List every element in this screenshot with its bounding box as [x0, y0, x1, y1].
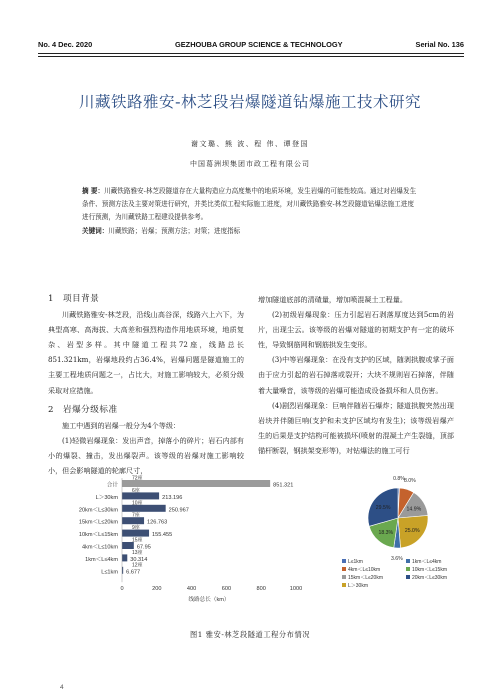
value-label: 126.763: [147, 519, 168, 526]
category-label: 合计: [106, 482, 118, 489]
category-label: L≤1km: [101, 569, 118, 576]
figure-caption: 图1 雅安-林芝段隧道工程分布情况: [189, 630, 311, 639]
count-label: 72座: [132, 475, 143, 482]
running-header: [38, 40, 464, 54]
section-2-paragraph-1: 施工中遇到的岩爆一般分为4个等级：: [62, 420, 181, 430]
section-1-heading: 1 项目背景: [48, 294, 100, 304]
x-tick-label: 200: [152, 586, 162, 593]
section-2-paragraph-2: (1)轻微岩爆现象：发出声音，掉落小的碎片；岩石内部有小的爆裂、撞击，发出爆裂声。该等级的岩爆对施工影响较小，但会影响隧道的轮廓尺寸，: [48, 435, 244, 476]
section-2-heading: 2 岩爆分级标准: [48, 404, 118, 415]
bar: [122, 554, 127, 561]
legend-label: L＞30km: [348, 583, 369, 589]
issue-label: No. 4 Dec. 2020: [38, 40, 93, 49]
x-tick-label: 1000: [289, 586, 303, 593]
count-label: 10座: [132, 500, 143, 507]
slice-label: 3.6%: [390, 555, 403, 562]
count-label: 13座: [132, 549, 143, 556]
slice-label: 8.0%: [403, 477, 416, 484]
category-label: 1km＜L≤4km: [85, 556, 118, 563]
bar: [122, 480, 270, 487]
x-tick-label: 600: [221, 586, 232, 593]
legend-swatch: [406, 567, 410, 571]
right-paragraph-3: (3)中等岩爆现象：在没有支护的区域，随剥拱腹或掌子面由于应力引起的岩石掉落或裂开；大块不规则岩石掉落，伴随着大量噪音，该等级的岩爆可能造成设备损坏和人员伤害。: [258, 355, 454, 395]
legend-swatch: [342, 559, 346, 563]
header-rule: [38, 53, 464, 54]
legend-label: 4km＜L≤10km: [348, 567, 381, 573]
affiliation: 中国葛洲坝集团市政工程有限公司: [190, 160, 310, 168]
bar: [122, 505, 166, 512]
value-label: 250.967: [168, 507, 189, 514]
legend-swatch: [342, 575, 346, 579]
right-paragraph-1: 增加隧道底部的清碴量，增加喷混凝土工程量。: [258, 295, 407, 304]
value-label: 67.95: [136, 544, 151, 551]
slice-label: 25.0%: [404, 528, 420, 535]
value-label: 155.455: [152, 532, 173, 539]
right-paragraph-4: (4)剧烈岩爆现象：巨响伴随岩石爆炸；隧道拱腹突然出现岩块并伴随巨响(支护和未支护区域均有发生)；该等级岩爆产生的后果是支护结构可能被损坏(喷射的混凝土产生裂缝，顶部锚杆断裂，钢拱架变形等)，对钻爆法的施工可行: [258, 400, 454, 455]
count-label: 9座: [132, 525, 140, 532]
x-axis-title: 线路总长（km）: [188, 597, 230, 604]
slice-label: 14.9%: [406, 506, 422, 513]
journal-name: GEZHOUBA GROUP SCIENCE & TECHNOLOGY: [175, 40, 343, 49]
slice-label: 0.8%: [393, 476, 405, 483]
section-1-paragraph: 川藏铁路雅安-林芝段，沿线山高谷深，线路六上六下，为典型高寒、高海拔、大高差和强烈构造作用地质环境，地质复杂、岩型多样。其中隧道工程共72座，线路总长851.321km，岩爆地段约占36.4%，岩爆问题是隧道施工的主要工程地质问题之一，占比大，对施工影响较大，必须分级采取对应措施。: [48, 310, 244, 395]
tunnel-share-pie-chart: [340, 475, 470, 630]
category-label: 4km＜L≤10km: [81, 544, 118, 551]
category-label: 15km＜L≤20km: [78, 519, 118, 526]
authors: 谢文璐、熊 波、程 伟、谭登国: [191, 140, 309, 148]
legend-label: 20km＜L≤30km: [412, 575, 447, 581]
value-label: 851.321: [273, 482, 294, 489]
abstract-block: [82, 185, 417, 238]
count-label: 12座: [132, 562, 143, 569]
legend-swatch: [406, 575, 410, 579]
slice-label: 29.5%: [375, 504, 391, 511]
value-label: 30.314: [130, 556, 148, 563]
count-label: 7座: [132, 512, 140, 519]
right-paragraph-2: (2)初级岩爆现象：压力引起岩石剥落厚度达到5cm的岩片，出现尘云。该等级的岩爆对隧道的初期支护有一定的破坏性，导致钢筋网和钢筋拱发生变形。: [258, 310, 454, 350]
figure-1: [38, 475, 470, 630]
x-tick-label: 800: [256, 586, 266, 593]
legend-swatch: [342, 567, 346, 571]
category-label: 10km＜L≤15km: [78, 532, 118, 539]
left-column: [48, 292, 244, 478]
keywords-text: 川藏铁路；岩爆；预测方法；对策；进度指标: [108, 227, 241, 235]
category-label: 20km＜L≤30km: [78, 507, 118, 514]
abstract-label: 摘 要：: [82, 187, 105, 195]
tunnel-length-bar-chart: [38, 475, 338, 630]
count-label: 15座: [132, 537, 143, 544]
keywords-label: 关键词：: [82, 227, 109, 235]
abstract-text: 川藏铁路雅安-林芝段隧道存在大量构造应力高度集中的地质环境，发生岩爆的可能性较高。通过对岩爆发生条件、预测方法及主要对策进行研究，并类比类似工程实际施工进度，对川藏铁路雅安-林芝段隧道钻爆法施工进度进行预测，为川藏铁路工程建设提供参考。: [82, 187, 417, 221]
x-tick-label: 0: [120, 586, 124, 593]
bar: [122, 492, 159, 499]
legend-label: 15km＜L≤20km: [348, 575, 383, 581]
legend-swatch: [342, 583, 346, 587]
right-column: [258, 292, 454, 458]
paper-title: 川藏铁路雅安-林芝段岩爆隧道钻爆施工技术研究: [78, 93, 422, 111]
header-rule-thin: [38, 56, 464, 57]
legend-label: 10km＜L≤15km: [412, 567, 447, 573]
legend-swatch: [406, 559, 410, 563]
legend-label: 1km＜L≤4km: [412, 559, 442, 565]
slice-label: 18.3%: [378, 530, 394, 537]
value-label: 6.677: [126, 569, 141, 576]
count-label: 6座: [132, 487, 140, 494]
legend-label: L≤1km: [348, 559, 363, 565]
x-tick-label: 400: [186, 586, 197, 593]
page-number: 4: [60, 684, 64, 691]
value-label: 213.196: [162, 494, 183, 501]
category-label: L＞30km: [95, 494, 118, 501]
serial-label: Serial No. 136: [415, 40, 464, 49]
